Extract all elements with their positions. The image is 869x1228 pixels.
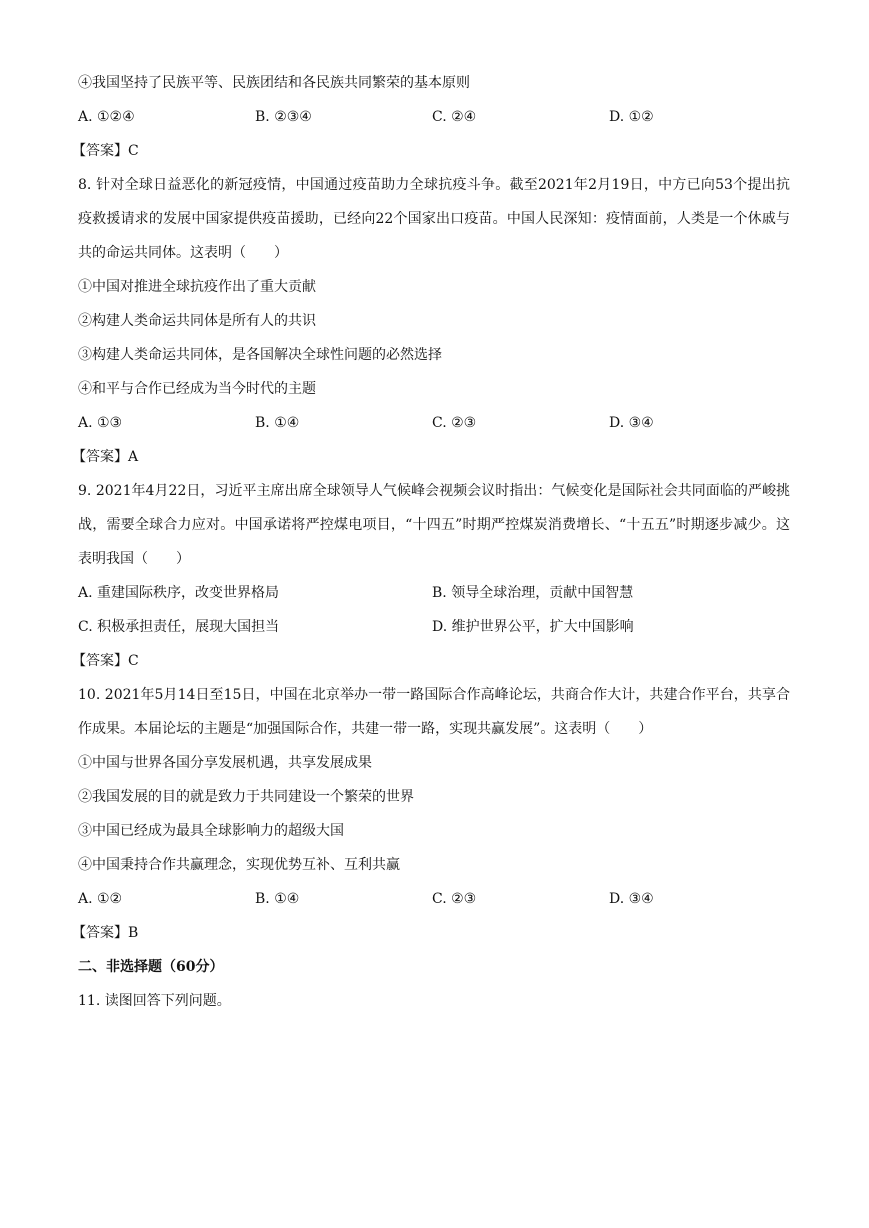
q8-stem: 8. 针对全球日益恶化的新冠疫情，中国通过疫苗助力全球抗疫斗争。截至2021年2月19日，中方已向53个提出抗疫救援请求的发展中国家提供疫苗援助，已经向22个国家出口疫苗。中国人民深知：疫情面前，人类是一个休戚与共的命运共同体。这表明（ ） [78, 177, 790, 261]
q8-option-c: C. ②③ [432, 415, 477, 431]
q8-answer: 【答案】A [72, 449, 139, 465]
q7-option-a: A. ①②④ [78, 109, 135, 125]
q8-options [78, 406, 790, 440]
q9-answer: 【答案】C [72, 653, 139, 669]
q9-option-c: C. 积极承担责任，展现大国担当 [78, 619, 280, 635]
q7-option-b: B. ②③④ [255, 109, 312, 125]
q11-stem: 11. 读图回答下列问题。 [78, 993, 231, 1009]
q9-option-d: D. 维护世界公平，扩大中国影响 [432, 619, 634, 635]
q10-option-b: B. ①④ [255, 891, 300, 907]
section-title: 二、非选择题（60分） [78, 959, 224, 975]
q8-item-4: ④和平与合作已经成为当今时代的主题 [78, 381, 316, 397]
q10-item-4: ④中国秉持合作共赢理念，实现优势互补、互利共赢 [78, 857, 400, 873]
q9-options-row-1 [78, 576, 790, 610]
q10-stem: 10. 2021年5月14日至15日，中国在北京举办一带一路国际合作高峰论坛，共商合作大计，共建合作平台，共享合作成果。本届论坛的主题是“加强国际合作，共建一带一路，实现共赢发展”。这表明（ ） [78, 687, 790, 737]
q10-options [78, 882, 790, 916]
q8-item-1: ①中国对推进全球抗疫作出了重大贡献 [78, 279, 316, 295]
q10-option-c: C. ②③ [432, 891, 477, 907]
q9-option-b: B. 领导全球治理，贡献中国智慧 [432, 585, 634, 601]
q7-options [78, 100, 790, 134]
q10-item-2: ②我国发展的目的就是致力于共同建设一个繁荣的世界 [78, 789, 414, 805]
q7-item-4: ④我国坚持了民族平等、民族团结和各民族共同繁荣的基本原则 [78, 75, 470, 91]
q10-option-a: A. ①② [78, 891, 123, 907]
q8-item-2: ②构建人类命运共同体是所有人的共识 [78, 313, 316, 329]
q8-option-b: B. ①④ [255, 415, 300, 431]
q7-option-d: D. ①② [609, 109, 654, 125]
q8-item-3: ③构建人类命运共同体，是各国解决全球性问题的必然选择 [78, 347, 442, 363]
document-page [72, 66, 790, 1018]
q8-option-d: D. ③④ [609, 415, 654, 431]
q10-item-1: ①中国与世界各国分享发展机遇，共享发展成果 [78, 755, 372, 771]
q10-option-d: D. ③④ [609, 891, 654, 907]
q9-options-row-2 [78, 610, 790, 644]
q10-answer: 【答案】B [72, 925, 139, 941]
q8-option-a: A. ①③ [78, 415, 123, 431]
q10-item-3: ③中国已经成为最具全球影响力的超级大国 [78, 823, 344, 839]
q9-option-a: A. 重建国际秩序，改变世界格局 [78, 585, 280, 601]
q7-option-c: C. ②④ [432, 109, 477, 125]
q7-answer: 【答案】C [72, 143, 139, 159]
q9-stem: 9. 2021年4月22日，习近平主席出席全球领导人气候峰会视频会议时指出：气候变化是国际社会共同面临的严峻挑战，需要全球合力应对。中国承诺将严控煤电项目，“十四五”时期严控煤炭消费增长、“十五五”时期逐步减少。这表明我国（ ） [78, 483, 790, 567]
